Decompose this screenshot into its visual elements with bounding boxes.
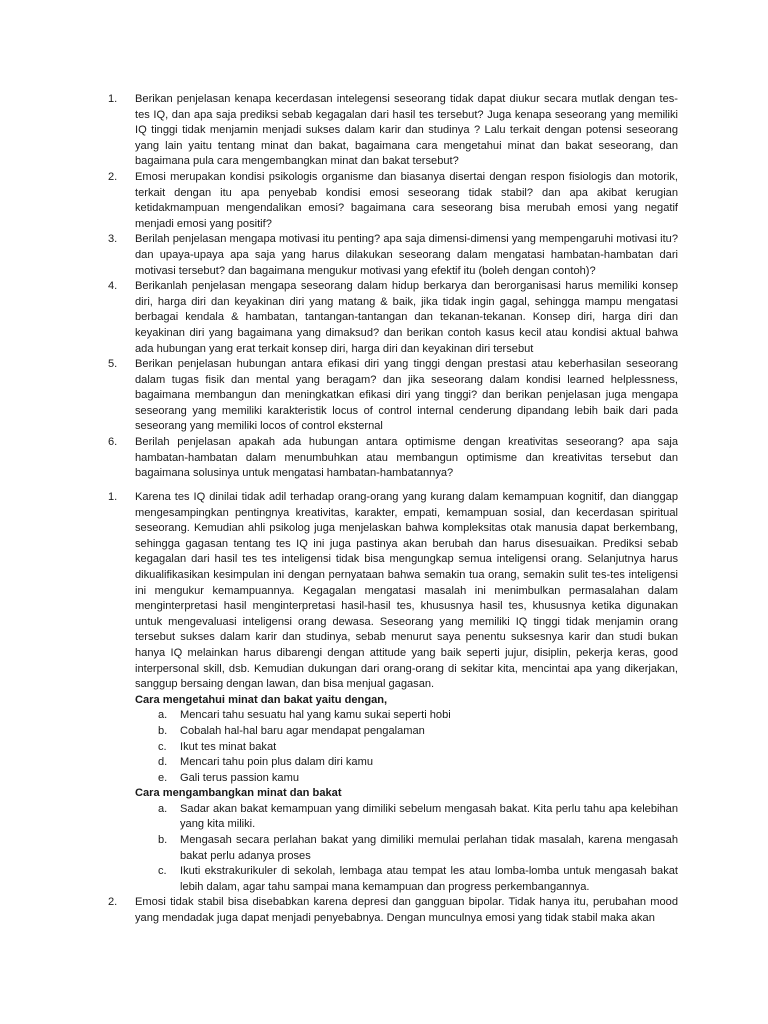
- question-number: 6.: [108, 436, 118, 449]
- sub-list-item: [135, 724, 678, 740]
- sub-list-item: [135, 771, 678, 787]
- sub-list-item: [135, 740, 678, 756]
- question-text: Emosi merupakan kondisi psikologis organisme dan biasanya disertai dengan respon fisiologis dan motorik, terkait dengan itu apa penyebab kondisi emosi seseorang tidak stabil? dan apa akibat kerugian ketidakmampuan mengendalikan emosi? bagaimana cara seseorang bisa merubah emosi yang negatif menjadi emosi yang positif?: [135, 170, 678, 230]
- sub-list-letter: a.: [158, 709, 168, 722]
- sub-list-text: Mencari tahu poin plus dalam diri kamu: [180, 756, 374, 769]
- sub-list-letter: a.: [158, 802, 168, 815]
- sub-list-item: [135, 708, 678, 724]
- question-text: Berikan penjelasan kenapa kecerdasan intelegensi seseorang tidak dapat diukur secara mutlak dengan tes-tes IQ, dan apa saja prediksi sebab kegagalan dari hasil tes tersebut? Juga kenapa seseorang yang memiliki IQ tinggi tidak menjamin menjadi sukses dalam karir dan studinya ? Lalu terkait dengan potensi seseorang yang lain yaitu tentang minat dan bakat, bagaimana cara mengetahui minat dan bakat seseorang, dan bagaimana pula cara mengembangkan minat dan bakat tersebut?: [135, 93, 678, 168]
- sub-list-text: Mencari tahu sesuatu hal yang kamu sukai seperti hobi: [180, 709, 451, 722]
- sub-list-item: [135, 802, 678, 833]
- question-item: [108, 232, 678, 279]
- answer-item: [108, 895, 678, 926]
- sub-heading-mengembangkan: Cara mengambangkan minat dan bakat: [135, 787, 342, 800]
- question-text: Berikanlah penjelasan mengapa seseorang dalam hidup berkarya dan berorganisasi harus memiliki konsep diri, harga diri dan keyakinan diri yang matang & baik, jika tidak ingin gagal, sehingga mampu mengatasi berbagai kendala & hambatan, tantangan-tantangan dan tekanan-tekanan. Konsep diri, harga diri dan keyakinan diri yang bagaimana yang dimaksud? dan berikan contoh kasus kecil atau kondisi aktual bahwa ada hubungan yang erat terkait konsep diri, harga diri dan keyakinan diri tersebut: [135, 280, 678, 355]
- sub-list-letter: c.: [158, 740, 167, 753]
- sub-list-text: Cobalah hal-hal baru agar mendapat pengalaman: [180, 724, 425, 737]
- question-item: [108, 279, 678, 357]
- answer-item: [108, 490, 678, 895]
- sub-list-item: [135, 833, 678, 864]
- answer-text: Emosi tidak stabil bisa disebabkan karena depresi dan gangguan bipolar. Tidak hanya itu, perubahan mood yang mendadak juga dapat menjadi penyebabnya. Dengan munculnya emosi yang tidak stabil maka akan: [135, 896, 678, 925]
- sub-list-item: [135, 864, 678, 895]
- answer-number: 2.: [108, 896, 118, 909]
- question-number: 1.: [108, 93, 118, 105]
- sub-list-letter: c.: [158, 865, 167, 878]
- sub-list-text: Sadar akan bakat kemampuan yang dimiliki sebelum mengasah bakat. Kita perlu tahu apa kelebihan yang kita miliki.: [180, 802, 678, 831]
- answer-text: Karena tes IQ dinilai tidak adil terhadap orang-orang yang kurang dalam kemampuan kognitif, dan dianggap mengesampingkan pentingnya kreativitas, karakter, empati, kemampuan sosial, dan kecerdasan spiritual seseorang. Kemudian ahli psikolog juga menjelaskan bahwa kompleksitas otak manusia dapat berkembang, sehingga gagasan tentang tes IQ ini juga pastinya akan berubah dan harus disesuaikan. Prediksi sebab kegagalan dari hasil tes tes inteligensi tidak bisa mengungkap semua inteligensi orang. Selanjutnya harus dikualifikasikan kesimpulan ini dengan pernyataan bahwa semakin tua orang, semakin sulit tes-tes inteligensi ini mengukur kemampuannya. Kegagalan mengatasi masalah ini menimbulkan permasalahan dalam menginterpretasi hasil menginterpretasi hasil-hasil tes, khususnya hasil tes, khususnya ketika digunakan untuk mengevaluasi inteligensi orang dewasa. Seseorang yang memiliki IQ tinggi tidak menjamin orang tersebut sukses dalam karir dan studinya, sebab menurut saya penentu suksesnya karir dan studi bukan hanya IQ melainkan harus dibarengi dengan attitude yang baik seperti jujur, disiplin, pekerja keras, good interpersonal skill, dsb. Kemudian dukungan dari orang-orang di sekitar kita, mencintai apa yang dikerjakan, sanggup bersaing dengan lawan, dan bisa menjual gagasan.: [135, 491, 678, 691]
- sub-list-mengetahui: [135, 708, 678, 786]
- question-text: Berikan penjelasan hubungan antara efikasi diri yang tinggi dengan prestasi atau keberhasilan seseorang dalam tugas fisik dan mental yang beragam? dan jika seseorang dalam kondisi learned helplessness, bagaimana membangun dan meningkatkan efikasi diri yang tinggi? dan berikan penjelasan juga mengapa seseorang yang memiliki karakteristik locus of control internal cenderung dipandang lebih baik dari pada seseorang yang memiliki locos of control eksternal: [135, 358, 678, 433]
- sub-list-letter: b.: [158, 724, 168, 737]
- sub-list-text: Ikuti ekstrakurikuler di sekolah, lembaga atau tempat les atau lomba-lomba untuk mengasah bakat lebih dalam, agar tahu sampai mana kemampuan dan progress perkembangannya.: [180, 865, 678, 893]
- question-list: [108, 92, 678, 482]
- question-text: Berilah penjelasan apakah ada hubungan antara optimisme dengan kreativitas seseorang? apa saja hambatan-hambatan dalam menumbuhkan atau membangun optimisme dan kreativitas tersebut dan bagaimana solusinya untuk mengatasi hambatan-hambatannya?: [135, 436, 678, 480]
- sub-list-text: Mengasah secara perlahan bakat yang dimiliki memulai perlahan tidak masalah, karena mengasah bakat perlu adanya proses: [180, 834, 678, 862]
- answer-list: [108, 490, 678, 927]
- sub-list-text: Gali terus passion kamu: [180, 771, 300, 784]
- question-number: 3.: [108, 233, 118, 246]
- sub-heading-minat-bakat: Cara mengetahui minat dan bakat yaitu dengan,: [135, 693, 388, 706]
- question-item: [108, 357, 678, 435]
- sub-list-mengembangkan: [135, 802, 678, 896]
- sub-list-letter: d.: [158, 756, 168, 769]
- question-number: 5.: [108, 358, 118, 371]
- question-item: [108, 435, 678, 482]
- question-item: [108, 170, 678, 232]
- sub-list-item: [135, 755, 678, 771]
- question-item: [108, 92, 678, 170]
- question-number: 2.: [108, 170, 118, 183]
- question-text: Berilah penjelasan mengapa motivasi itu penting? apa saja dimensi-dimensi yang mempengaruhi motivasi itu? dan upaya-upaya apa saja yang harus dilakukan seseorang dalam mengatasi hambatan-hambatan dari motivasi tersebut? dan bagaimana mengukur motivasi yang efektif itu (boleh dengan contoh)?: [135, 233, 678, 277]
- sub-list-text: Ikut tes minat bakat: [180, 740, 277, 753]
- sub-list-letter: b.: [158, 834, 168, 847]
- answer-number: 1.: [108, 491, 118, 503]
- sub-list-letter: e.: [158, 771, 168, 784]
- question-number: 4.: [108, 280, 118, 293]
